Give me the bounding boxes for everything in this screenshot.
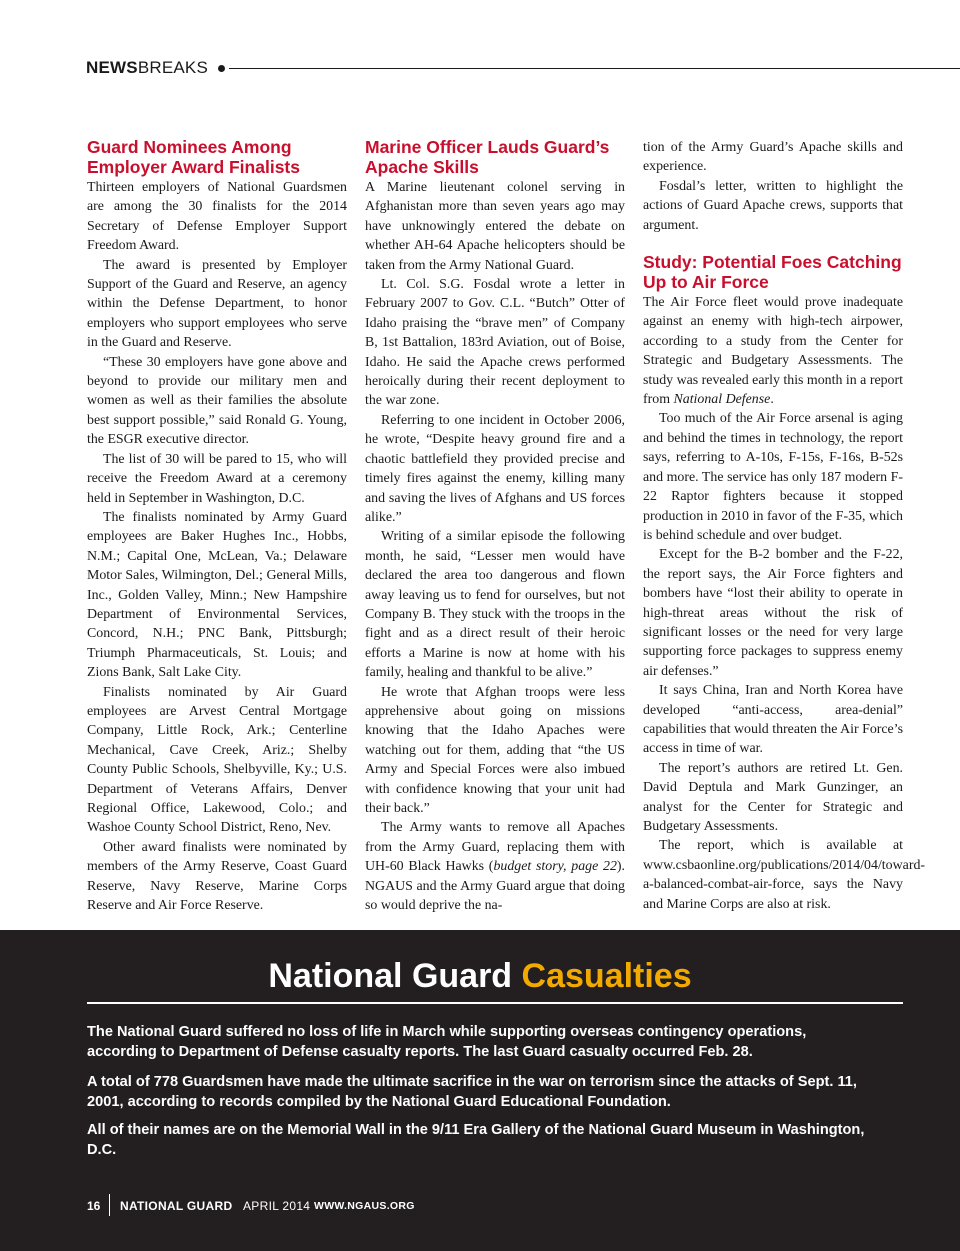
article-paragraph: Lt. Col. S.G. Fosdal wrote a letter in February 2007 to Gov. C.L. “Butch” Otter of Idaho praising the “brave men” of Company B, 1st Battalion, 183rd Aviation, out of Boise, Idaho. He said the Apache crews performed heroically during their recent deployment to the war zone.: [365, 277, 625, 409]
casualties-paragraph: A total of 778 Guardsmen have made the ultimate sacrifice in the war on terrorism since the attacks of Sept. 11, 2001, according to records compiled by the National Guard Educational Foundation.: [87, 1074, 857, 1110]
article-paragraph: Fosdal’s letter, written to highlight the actions of Guard Apache crews, supports that argument.: [643, 178, 903, 233]
article-paragraph: The award is presented by Employer Support of the Guard and Reserve, an agency within the Defense Department, to honor employers who support employees who serve in the Guard and Reserve.: [87, 257, 347, 351]
article-paragraph: Referring to one incident in October 2006, he wrote, “Despite heavy ground fire and a chaotic battlefield they provided precise and timely fires against the enemy, killing many and saving the lives of Afghans and US forces alike.”: [365, 412, 625, 525]
article-paragraph: Writing of a similar episode the following month, he said, “Lesser men would have declared the area too dangerous and flown away leaving us to fend for ourselves, but not Company B. They stuck with the troops in the fight and as a direct result of their heroic efforts a Marine is now at home with his family, healing and thankful to be alive.”: [365, 529, 625, 681]
article-paragraph: A Marine lieutenant colonel serving in Afghanistan more than seven years ago may have unknowingly entered the debate on whether AH-64 Apache helicopters should be taken from the Army National Guard.: [365, 180, 625, 273]
publication-name: NATIONAL GUARD: [120, 1199, 233, 1213]
article-title: Study: Potential Foes Catching Up to Air Force: [643, 252, 902, 292]
page-number: 16: [87, 1199, 101, 1213]
section-kicker-light: BREAKS: [137, 58, 208, 77]
article-paragraph: He wrote that Afghan troops were less apprehensive about going on missions knowing that the Idaho Apaches were watching out for them, adding that “the US Army and Special Forces were also imbued with confidence knowing that your unit had their back.”: [365, 684, 625, 816]
section-kicker-bold: NEWS: [86, 58, 138, 77]
article-apache-skills: [365, 138, 625, 915]
casualties-paragraph: All of their names are on the Memorial Wall in the 9/11 Era Gallery of the National Guard Museum in Washington, D.C.: [87, 1122, 865, 1158]
casualties-title: [0, 954, 960, 998]
article-paragraph: “These 30 employers have gone above and beyond to provide our military men and women as well as their families the absolute best support possible,” said Ronald G. Young, the ESGR executive director.: [87, 354, 347, 448]
article-paragraph: Finalists nominated by Air Guard employees are Arvest Central Mortgage Company, Little Rock, Ark.; Centerline Mechanical, Cave Creek, Ariz.; Shelby County Public Schools, Shelbyville, Ky.; U.S. Department of Veterans Affairs, Denver Regional Office, Lakewood, Colo.; and Washoe County School District, Reno, Nev.: [87, 684, 347, 836]
text-run: The Army wants to remove all Apaches from the Army Guard, replacing them with UH-60 Black Hawks (: [365, 820, 625, 875]
casualties-rule: [87, 1002, 903, 1004]
section-header: [86, 58, 960, 78]
text-run: .: [770, 392, 774, 408]
article-title: Marine Officer Lauds Guard’s Apache Skills: [365, 137, 610, 177]
article-paragraph: [643, 293, 903, 409]
article-paragraph: [365, 818, 625, 915]
website-link[interactable]: WWW.NGAUS.ORG: [314, 1200, 415, 1212]
article-paragraph: Thirteen employers of National Guardsmen are among the 30 finalists for the 2014 Secretary of Defense Employer Support Freedom Award.: [87, 180, 347, 254]
bullet-dot-icon: [218, 65, 225, 72]
issue-date: APRIL 2014: [243, 1199, 311, 1213]
footer-divider: [109, 1194, 110, 1216]
publication-reference: National Defense: [673, 392, 771, 408]
casualties-panel: [0, 930, 960, 1251]
story-reference: budget story, page 22: [493, 859, 617, 875]
article-employer-awards: [87, 138, 347, 915]
casualties-paragraph: The National Guard suffered no loss of life in March while supporting overseas contingency operations, according to Department of Defense casualty reports. The last Guard casualty occurred Feb. 28.: [87, 1024, 807, 1060]
article-paragraph: The finalists nominated by Army Guard employees are Baker Hughes Inc., Hobbs, N.M.; Capital One, McLean, Va.; Delaware Motor Sales, Wilmington, Del.; General Mills, Inc., Golden Valley, Minn.; New Hampshire Department of Environmental Services, Concord, N.H.; PNC Bank, Pittsburgh; Triumph Pharmaceuticals, St. Louis; and Zions Bank, Salt Lake City.: [87, 509, 347, 681]
section-kicker: [86, 58, 208, 78]
text-run: The Air Force fleet would prove inadequate against an enemy with high-tech airpower, according to a study from the Center for Strategic and Budgetary Assessments. The study was revealed early this month in a report from: [643, 295, 903, 408]
article-column-3: [643, 138, 926, 914]
article-continued-paragraph: tion of the Army Guard’s Apache skills and experience.: [643, 140, 903, 175]
article-paragraph: It says China, Iran and North Korea have developed “anti-access, area-denial” capabilities that would threaten the Air Force’s access in time of war.: [643, 683, 903, 757]
text-run: ). NGAUS and the Army Guard argue that doing so would deprive the na-: [365, 859, 626, 914]
article-paragraph: The report’s authors are retired Lt. Gen. David Deptula and Mark Gunzinger, an analyst for the Center for Strategic and Budgetary Assessments.: [643, 760, 903, 834]
casualties-title-main: National Guard: [268, 957, 513, 995]
article-paragraph: The list of 30 will be pared to 15, who will receive the Freedom Award at a ceremony held in September in Washington, D.C.: [87, 451, 347, 506]
article-paragraph: The report, which is available at www.csbaonline.org/publications/2014/04/toward-a-balanced-combat-air-force, says the Navy and Marine Corps are also at risk.: [643, 838, 926, 912]
header-rule: [229, 68, 960, 69]
casualties-title-accent: Casualties: [521, 957, 692, 995]
article-paragraph: Except for the B-2 bomber and the F-22, the report says, the Air Force fighters and bombers have “lost their ability to operate in high-threat areas without the risk of significant losses or the need for very large supporting force packages to suppress enemy air defenses.”: [643, 547, 903, 679]
article-paragraph: Other award finalists were nominated by members of the Army Reserve, Coast Guard Reserve, Navy Reserve, Marine Corps Reserve and Air Force Reserve.: [87, 839, 347, 914]
article-paragraph: Too much of the Air Force arsenal is aging and behind the times in technology, the report says, referring to A-10s, F-15s, F-16s, B-52s and more. The service has only 187 modern F-22 Raptor fighters because it stopped production in 2010 in favor of the F-35, which is behind schedule and over budget.: [643, 411, 903, 543]
article-title: Guard Nominees Among Employer Award Finalists: [87, 137, 300, 177]
